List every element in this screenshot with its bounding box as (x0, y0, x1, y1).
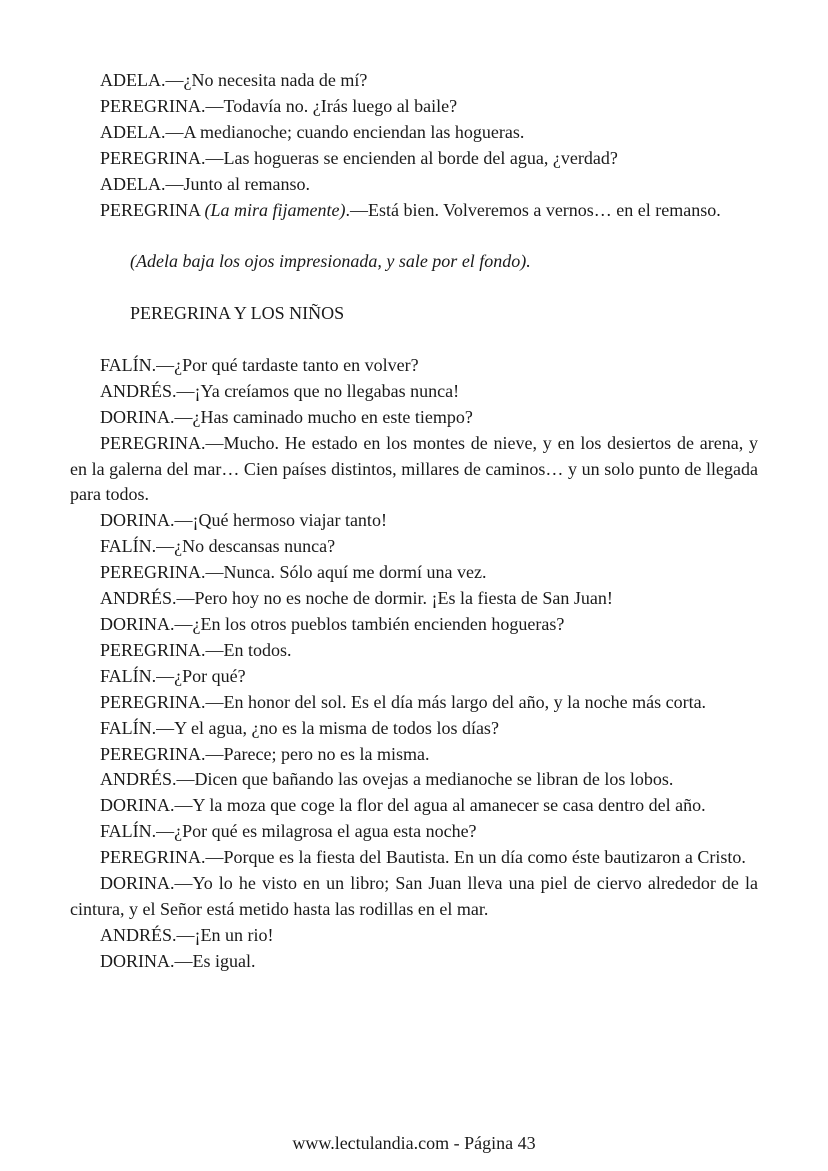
dialogue-text: —Y el agua, ¿no es la misma de todos los días? (156, 717, 499, 738)
dialogue-line (70, 353, 758, 379)
dialogue-line (70, 949, 758, 975)
dialogue-text: —Porque es la fiesta del Bautista. En un día como éste bautizaron a Cristo. (205, 847, 746, 868)
scene-heading: PEREGRINA Y LOS NIÑOS (130, 303, 345, 324)
dialogue-text: —¡En un rio! (176, 924, 274, 945)
speaker-name: PEREGRINA. (100, 562, 206, 583)
dialogue-line (70, 612, 758, 638)
dialogue-text: —Pero hoy no es noche de dormir. ¡Es la fiesta de San Juan! (176, 588, 613, 609)
speaker-name: PEREGRINA. (100, 691, 206, 712)
speaker-name: PEREGRINA. (100, 639, 206, 660)
dialogue-line (70, 508, 758, 534)
dialogue-line (70, 638, 758, 664)
dialogue-line (70, 405, 758, 431)
speaker-name: PEREGRINA. (100, 432, 206, 453)
dialogue-line (70, 431, 758, 509)
inline-stage-direction: (La mira fijamente) (204, 199, 346, 220)
speaker-name: FALÍN. (100, 354, 157, 375)
speaker-name: DORINA. (100, 406, 175, 427)
dialogue-text: —Es igual. (174, 950, 256, 971)
stage-direction: (Adela baja los ojos impresionada, y sale por el fondo). (130, 251, 531, 272)
dialogue-line (70, 793, 758, 819)
dialogue-line (70, 742, 758, 768)
speaker-name: ANDRÉS. (100, 769, 177, 790)
dialogue-line (70, 664, 758, 690)
speaker-name: FALÍN. (100, 665, 157, 686)
dialogue-block-1 (70, 68, 758, 223)
dialogue-line (70, 586, 758, 612)
speaker-name: FALÍN. (100, 717, 157, 738)
speaker-name: ANDRÉS. (100, 924, 177, 945)
dialogue-text: .—Está bien. Volveremos a vernos… en el remanso. (345, 199, 721, 220)
dialogue-line (70, 379, 758, 405)
speaker-name: DORINA. (100, 873, 175, 894)
dialogue-line-with-direction (70, 198, 758, 224)
dialogue-line (70, 845, 758, 871)
page-footer: www.lectulandia.com - Página 43 (292, 1133, 536, 1153)
dialogue-text: —Parece; pero no es la misma. (205, 743, 430, 764)
dialogue-text: —Yo lo he visto en un libro; San Juan lleva una piel de ciervo alrededor de la cintura, y el Señor está metido hasta las rodillas en el mar. (70, 873, 758, 919)
speaker-name: FALÍN. (100, 536, 157, 557)
dialogue-text: —¿No necesita nada de mí? (165, 70, 368, 90)
dialogue-text: —Nunca. Sólo aquí me dormí una vez. (205, 562, 487, 583)
speaker-name: DORINA. (100, 510, 175, 531)
speaker-name: ANDRÉS. (100, 380, 177, 401)
dialogue-text: —Las hogueras se encienden al borde del agua, ¿verdad? (205, 147, 618, 168)
dialogue-text: —¡Ya creíamos que no llegabas nunca! (176, 380, 460, 401)
dialogue-line (70, 146, 758, 172)
dialogue-text: —¿Por qué tardaste tanto en volver? (156, 354, 419, 375)
dialogue-text: —¡Qué hermoso viajar tanto! (174, 510, 387, 531)
dialogue-text: —En todos. (205, 639, 292, 660)
speaker-name: DORINA. (100, 795, 175, 816)
dialogue-text: —¿Por qué? (156, 665, 246, 686)
dialogue-line (70, 120, 758, 146)
speaker-name: PEREGRINA (100, 199, 205, 220)
dialogue-line (70, 871, 758, 923)
speaker-name: FALÍN. (100, 821, 157, 842)
speaker-name: ADELA. (100, 70, 166, 90)
dialogue-text: —¿En los otros pueblos también encienden hogueras? (174, 613, 565, 634)
dialogue-text: —¿Has caminado mucho en este tiempo? (174, 406, 473, 427)
speaker-name: PEREGRINA. (100, 847, 206, 868)
dialogue-text: —Dicen que bañando las ovejas a medianoche se libran de los lobos. (176, 769, 674, 790)
speaker-name: DORINA. (100, 950, 175, 971)
page-body (70, 68, 758, 975)
dialogue-line (70, 690, 758, 716)
speaker-name: ADELA. (100, 173, 166, 194)
dialogue-text: —Todavía no. ¿Irás luego al baile? (205, 95, 458, 116)
dialogue-line (70, 716, 758, 742)
dialogue-text: —¿Por qué es milagrosa el agua esta noche? (156, 821, 477, 842)
dialogue-line (70, 819, 758, 845)
dialogue-line (70, 172, 758, 198)
dialogue-block-2 (70, 353, 758, 975)
speaker-name: DORINA. (100, 613, 175, 634)
dialogue-line (70, 94, 758, 120)
dialogue-text: —En honor del sol. Es el día más largo del año, y la noche más corta. (205, 691, 707, 712)
speaker-name: ADELA. (100, 121, 166, 142)
speaker-name: PEREGRINA. (100, 743, 206, 764)
dialogue-line (70, 560, 758, 586)
dialogue-line (70, 534, 758, 560)
dialogue-text: —¿No descansas nunca? (156, 536, 336, 557)
dialogue-text: —A medianoche; cuando enciendan las hogueras. (165, 121, 525, 142)
dialogue-text: —Junto al remanso. (165, 173, 310, 194)
speaker-name: PEREGRINA. (100, 147, 206, 168)
dialogue-line (70, 923, 758, 949)
speaker-name: PEREGRINA. (100, 95, 206, 116)
dialogue-text: —Mucho. He estado en los montes de nieve, y en los desiertos de arena, y en la galerna del mar… Cien países distintos, millares de caminos… y un solo punto de llegada para todos. (70, 432, 758, 505)
dialogue-line (70, 767, 758, 793)
dialogue-text: —Y la moza que coge la flor del agua al amanecer se casa dentro del año. (174, 795, 706, 816)
dialogue-line (70, 68, 758, 94)
speaker-name: ANDRÉS. (100, 588, 177, 609)
